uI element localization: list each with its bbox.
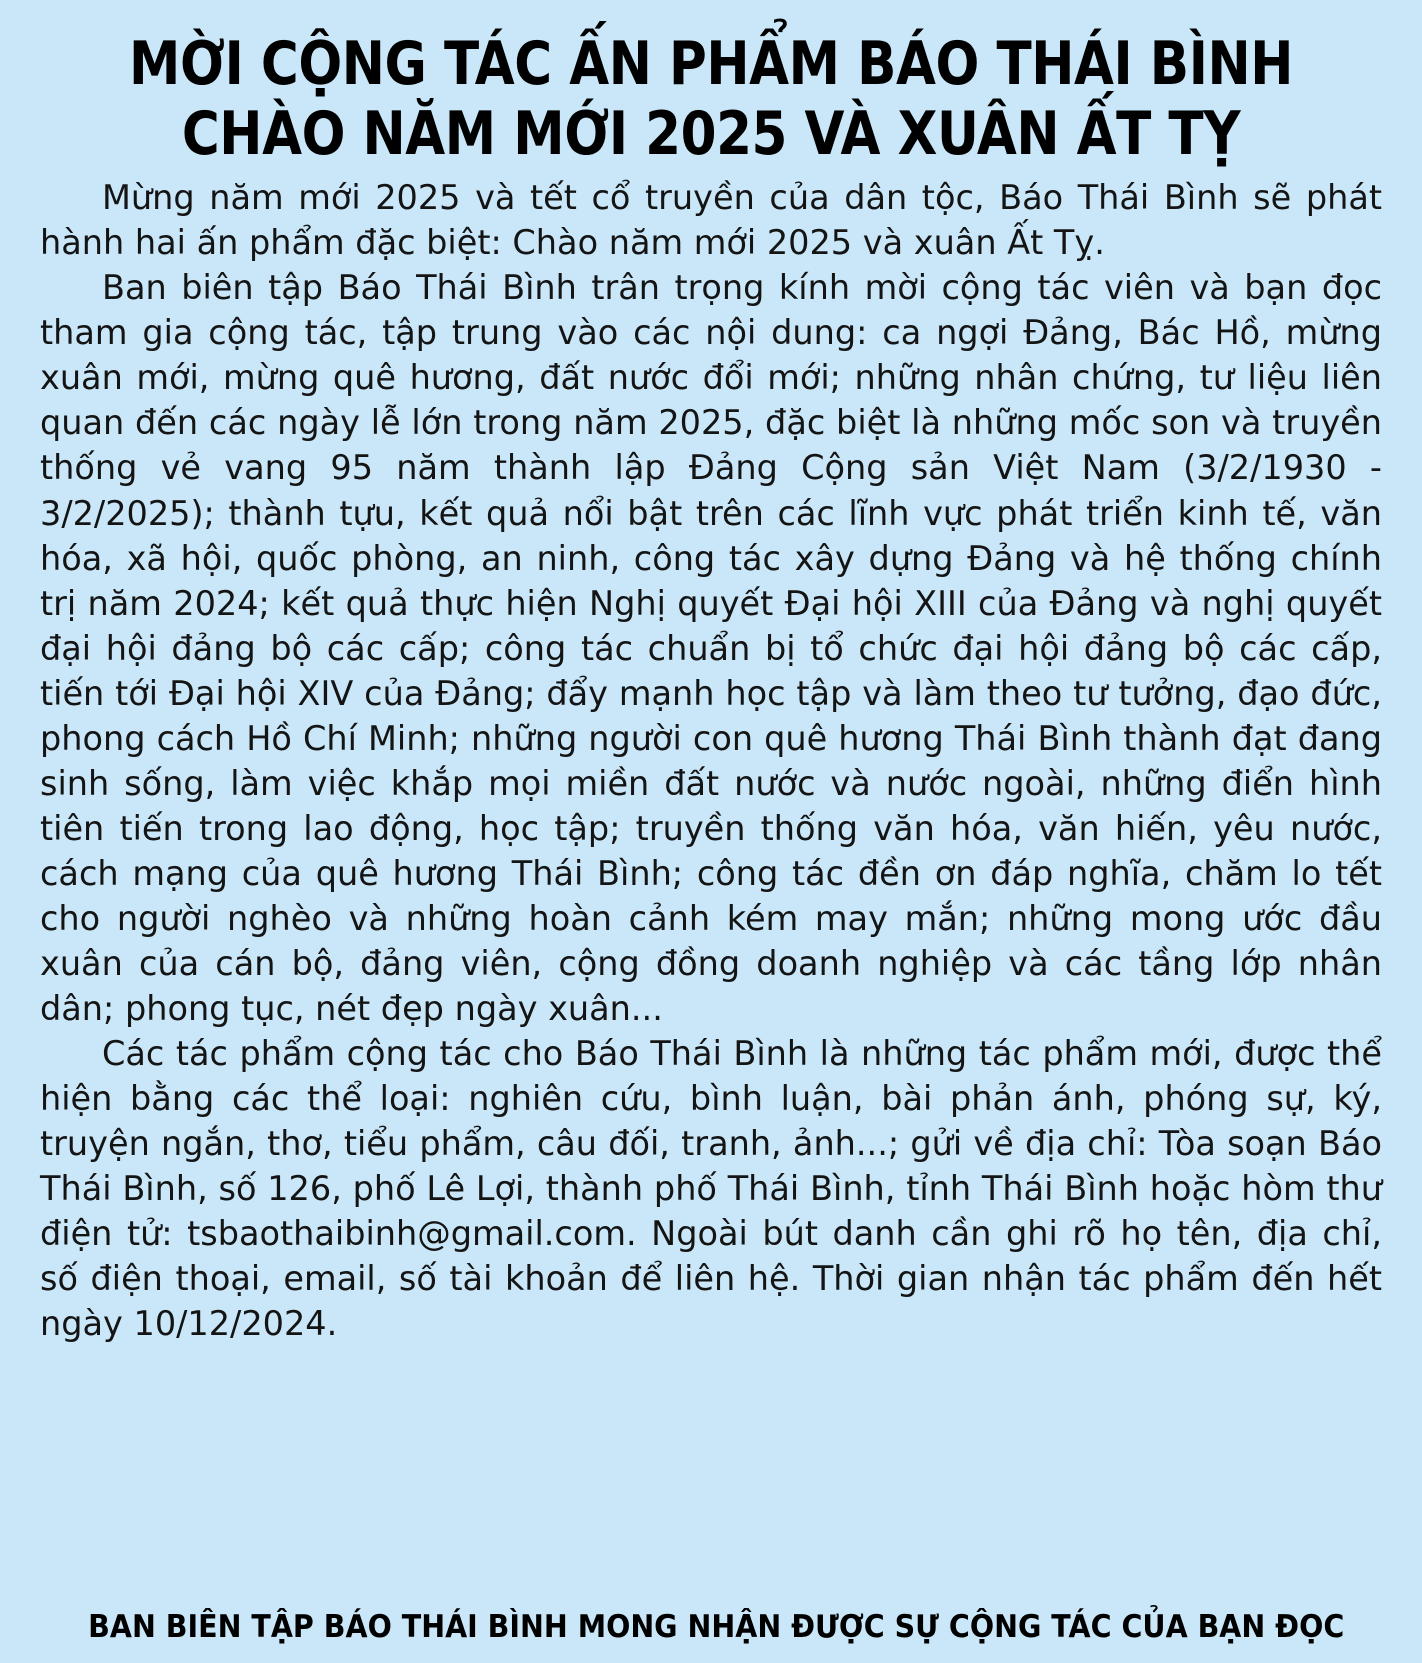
paragraph-intro: Mừng năm mới 2025 và tết cổ truyền của dân tộc, Báo Thái Bình sẽ phát hành hai ấn phẩm đặc biệt: Chào năm mới 2025 và xuân Ất Tỵ.	[40, 178, 1382, 263]
page-title	[129, 30, 1293, 169]
headline-line-1: MỜI CỘNG TÁC ẤN PHẨM BÁO THÁI BÌNH	[129, 29, 1293, 99]
announcement-body	[34, 175, 1388, 1593]
paragraph-content-topics: Ban biên tập Báo Thái Bình trân trọng kính mời cộng tác viên và bạn đọc tham gia cộng tác, tập trung vào các nội dung: ca ngợi Đảng, Bác Hồ, mừng xuân mới, mừng quê hương, đất nước đổi mới; những nhân chứng, tư liệu liên quan đến các ngày lễ lớn trong năm 2025, đặc biệt là những mốc son và truyền thống vẻ vang 95 năm thành lập Đảng Cộng sản Việt Nam (3/2/1930 - 3/2/2025); thành tựu, kết quả nổi bật trên các lĩnh vực phát triển kinh tế, văn hóa, xã hội, quốc phòng, an ninh, công tác xây dựng Đảng và hệ thống chính trị năm 2024; kết quả thực hiện Nghị quyết Đại hội XIII của Đảng và nghị quyết đại hội đảng bộ các cấp; công tác chuẩn bị tổ chức đại hội đảng bộ các cấp, tiến tới Đại hội XIV của Đảng; đẩy mạnh học tập và làm theo tư tưởng, đạo đức, phong cách Hồ Chí Minh; những người con quê hương Thái Bình thành đạt đang sinh sống, làm việc khắp mọi miền đất nước và nước ngoài, những điển hình tiên tiến trong lao động, học tập; truyền thống văn hóa, văn hiến, yêu nước, cách mạng của quê hương Thái Bình; công tác đền ơn đáp nghĩa, chăm lo tết cho người nghèo và những hoàn cảnh kém may mắn; những mong ước đầu xuân của cán bộ, đảng viên, cộng đồng doanh nghiệp và các tầng lớp nhân dân; phong tục, nét đẹp ngày xuân...	[40, 268, 1382, 1029]
paragraph-submission-details: Các tác phẩm cộng tác cho Báo Thái Bình là những tác phẩm mới, được thể hiện bằng các thể loại: nghiên cứu, bình luận, bài phản ánh, phóng sự, ký, truyện ngắn, thơ, tiểu phẩm, câu đối, tranh, ảnh...; gửi về địa chỉ: Tòa soạn Báo Thái Bình, số 126, phố Lê Lợi, thành phố Thái Bình, tỉnh Thái Bình hoặc hòm thư điện tử: tsbaothaibinh@gmail.com. Ngoài bút danh cần ghi rõ họ tên, địa chỉ, số điện thoại, email, số tài khoản để liên hệ. Thời gian nhận tác phẩm đến hết ngày 10/12/2024.	[40, 1034, 1382, 1344]
footer-note: BAN BIÊN TẬP BÁO THÁI BÌNH MONG NHẬN ĐƯỢC SỰ CỘNG TÁC CỦA BẠN ĐỌC	[88, 1609, 1345, 1645]
headline-line-2: CHÀO NĂM MỚI 2025 VÀ XUÂN ẤT TỴ	[181, 98, 1241, 169]
